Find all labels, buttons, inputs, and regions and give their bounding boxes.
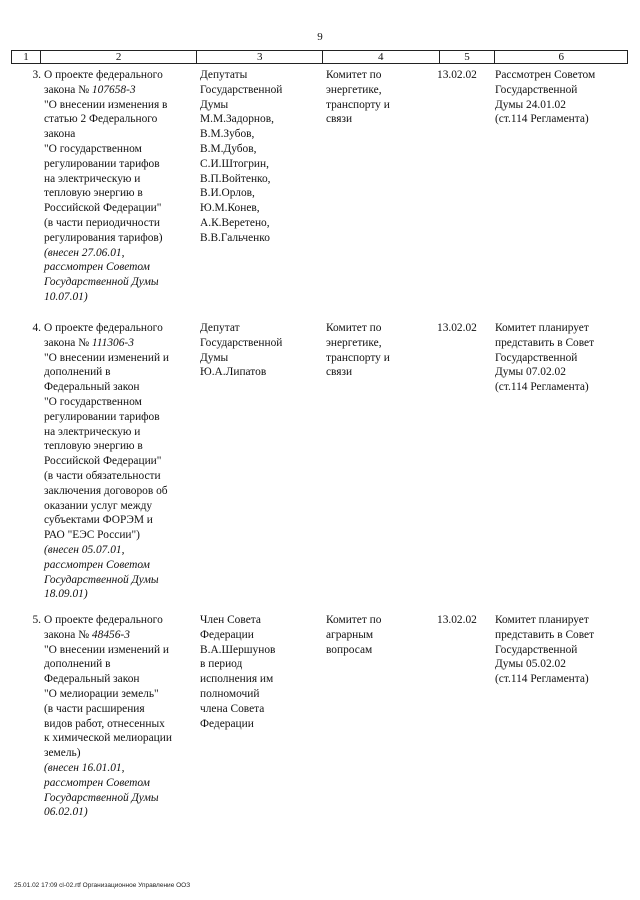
status-line: представить в Совет (495, 336, 595, 349)
committee-line: связи (326, 366, 353, 379)
status-line: Комитет планирует (495, 614, 589, 626)
header-cell-6: 6 (558, 51, 564, 63)
header-cell-1: 1 (12, 51, 41, 63)
title-line (44, 628, 199, 643)
submission-note: (внесен 05.07.01, (44, 543, 125, 556)
status-line: Думы 07.02.02 (495, 366, 566, 379)
title-text: тепловую энергию в (44, 187, 143, 200)
title-line (44, 469, 199, 484)
title-line (44, 127, 199, 142)
title-text: закона № (44, 336, 92, 349)
title-line (44, 380, 199, 395)
author-line: В.П.Войтенко, (200, 172, 271, 185)
bill-authors (200, 613, 322, 731)
title-line (44, 172, 199, 187)
title-line (44, 83, 199, 98)
title-text: РАО "ЕЭС России") (44, 529, 140, 542)
title-line (44, 365, 199, 380)
title-line (44, 731, 199, 746)
title-line (44, 643, 199, 658)
title-text: (в части обязательности (44, 469, 161, 482)
title-text: (в части расширения (44, 702, 145, 715)
title-line (44, 513, 199, 528)
row-number: 4. (32, 322, 41, 334)
submission-note: Государственной Думы (44, 573, 159, 586)
title-text: регулировании тарифов (44, 410, 160, 423)
author-line: А.К.Веретено, (200, 216, 270, 229)
title-line (44, 157, 199, 172)
submission-note: Государственной Думы (44, 276, 159, 289)
title-line (44, 112, 199, 127)
title-line (44, 484, 199, 499)
submission-note: рассмотрен Советом (44, 776, 150, 789)
committee-line: Комитет по (326, 614, 382, 626)
title-text: "О государственном (44, 142, 142, 155)
title-text: тепловую энергию в (44, 440, 143, 453)
committee-line: связи (326, 113, 353, 126)
author-line: члена Совета (200, 702, 265, 715)
author-line: В.М.Дубов, (200, 142, 257, 155)
bill-title (44, 321, 199, 602)
status-line: Комитет планирует (495, 322, 589, 334)
title-line (44, 499, 199, 514)
title-text: оказании услуг между (44, 499, 153, 512)
title-text: регулирования тарифов) (44, 231, 163, 244)
row-number: 5. (32, 614, 41, 626)
submission-note: Государственной Думы (44, 791, 159, 804)
header-cell-4: 4 (323, 51, 440, 63)
title-line (44, 439, 199, 454)
title-text: регулировании тарифов (44, 157, 160, 170)
title-text: дополнений в (44, 366, 111, 379)
title-text: Федеральный закон (44, 381, 140, 394)
title-text: Российской Федерации" (44, 202, 162, 215)
title-text: закона № (44, 83, 92, 96)
committee-line: энергетике, (326, 336, 382, 349)
author-line: Ю.М.Конев, (200, 202, 260, 215)
title-text: О проекте федерального (44, 614, 163, 626)
status-line: Думы 24.01.02 (495, 98, 566, 111)
status-line: Государственной (495, 351, 578, 364)
review-date: 13.02.02 (437, 614, 477, 626)
author-line: Депутаты (200, 69, 248, 81)
title-line (44, 142, 199, 157)
bill-status (495, 321, 629, 395)
row-number: 3. (32, 69, 41, 81)
title-line (44, 216, 199, 231)
committee-line: аграрным (326, 628, 374, 641)
committee-line: транспорту и (326, 98, 390, 111)
author-line: Государственной (200, 336, 283, 349)
author-line: Федерации (200, 717, 254, 730)
author-line: В.И.Орлов, (200, 187, 255, 200)
bill-number: 48456-3 (91, 628, 130, 641)
author-line: Государственной (200, 83, 283, 96)
bill-number: 107658-3 (91, 83, 136, 96)
status-line: (ст.114 Регламента) (495, 381, 589, 394)
status-line: Рассмотрен Советом (495, 69, 596, 81)
title-line (44, 395, 199, 410)
author-line: Думы (200, 98, 229, 111)
author-line: в период (200, 658, 243, 671)
bill-title (44, 613, 199, 820)
author-line: Федерации (200, 628, 254, 641)
title-line (44, 231, 199, 246)
title-line (44, 336, 199, 351)
author-line: М.М.Задорнов, (200, 113, 274, 126)
review-date: 13.02.02 (437, 69, 477, 81)
title-line (44, 425, 199, 440)
committee-line: вопросам (326, 643, 373, 656)
submission-note: 18.09.01) (44, 588, 88, 601)
title-line (44, 98, 199, 113)
author-line: Член Совета (200, 614, 261, 626)
title-text: статью 2 Федерального (44, 113, 158, 126)
title-line (44, 672, 199, 687)
author-line: Ю.А.Липатов (200, 366, 267, 379)
title-text: к химической мелиорации (44, 732, 172, 745)
committee-line: транспорту и (326, 351, 390, 364)
author-line: В.М.Зубов, (200, 128, 255, 141)
table-header-row (11, 50, 628, 64)
author-line: С.И.Штогрин, (200, 157, 269, 170)
title-line (44, 613, 199, 628)
title-line (44, 351, 199, 366)
title-line (44, 702, 199, 717)
title-line (44, 186, 199, 201)
title-text: (в части периодичности (44, 216, 160, 229)
title-line (44, 687, 199, 702)
status-line: (ст.114 Регламента) (495, 673, 589, 686)
status-line: (ст.114 Регламента) (495, 113, 589, 126)
status-line: Государственной (495, 643, 578, 656)
author-line: исполнения им (200, 673, 274, 686)
title-line (44, 528, 199, 543)
responsible-committee (326, 68, 436, 127)
committee-line: Комитет по (326, 322, 382, 334)
page-footer: 25.01.02 17:09 cl-02.rtf Организационное Управление ООЗ (14, 882, 191, 889)
title-text: субъектами ФОРЭМ и (44, 514, 153, 527)
title-text: "О мелиорации земель" (44, 687, 159, 700)
title-text: заключения договоров об (44, 484, 168, 497)
author-line: Думы (200, 351, 229, 364)
committee-line: Комитет по (326, 69, 382, 81)
bill-authors (200, 68, 322, 246)
status-line: Думы 05.02.02 (495, 658, 566, 671)
submission-note: рассмотрен Советом (44, 261, 150, 274)
author-line: В.В.Гальченко (200, 231, 270, 244)
title-text: закона (44, 128, 76, 141)
title-text: "О внесении изменений и (44, 643, 170, 656)
author-line: Депутат (200, 322, 240, 334)
title-text: закона № (44, 628, 92, 641)
bill-status (495, 68, 629, 127)
responsible-committee (326, 613, 436, 657)
author-line: В.А.Шершунов (200, 643, 276, 656)
title-text: земель) (44, 747, 81, 760)
page-number: 9 (317, 31, 323, 43)
title-text: на электрическую и (44, 172, 141, 185)
bill-number: 111306-3 (91, 336, 134, 349)
title-line (44, 746, 199, 761)
bill-authors (200, 321, 322, 380)
title-text: О проекте федерального (44, 322, 163, 334)
title-text: Российской Федерации" (44, 455, 162, 468)
title-line (44, 717, 199, 732)
title-line (44, 454, 199, 469)
title-line (44, 321, 199, 336)
bill-status (495, 613, 629, 687)
header-cell-3: 3 (197, 51, 323, 63)
submission-note: 06.02.01) (44, 806, 88, 819)
submission-note: 10.07.01) (44, 290, 88, 303)
title-line (44, 657, 199, 672)
review-date: 13.02.02 (437, 322, 477, 334)
header-cell-5: 5 (440, 51, 496, 63)
author-line: полномочий (200, 687, 260, 700)
committee-line: энергетике, (326, 83, 382, 96)
title-text: Федеральный закон (44, 673, 140, 686)
title-line (44, 68, 199, 83)
title-line (44, 410, 199, 425)
title-text: "О внесении изменений и (44, 351, 170, 364)
responsible-committee (326, 321, 436, 380)
title-text: дополнений в (44, 658, 111, 671)
submission-note: (внесен 27.06.01, (44, 246, 125, 259)
submission-note: (внесен 16.01.01, (44, 761, 125, 774)
title-text: "О государственном (44, 395, 142, 408)
title-line (44, 201, 199, 216)
status-line: Государственной (495, 83, 578, 96)
title-text: видов работ, отнесенных (44, 717, 165, 730)
status-line: представить в Совет (495, 628, 595, 641)
submission-note: рассмотрен Советом (44, 558, 150, 571)
title-text: "О внесении изменения в (44, 98, 168, 111)
header-cell-2: 2 (41, 51, 197, 63)
title-text: на электрическую и (44, 425, 141, 438)
title-text: О проекте федерального (44, 69, 163, 81)
bill-title (44, 68, 199, 305)
